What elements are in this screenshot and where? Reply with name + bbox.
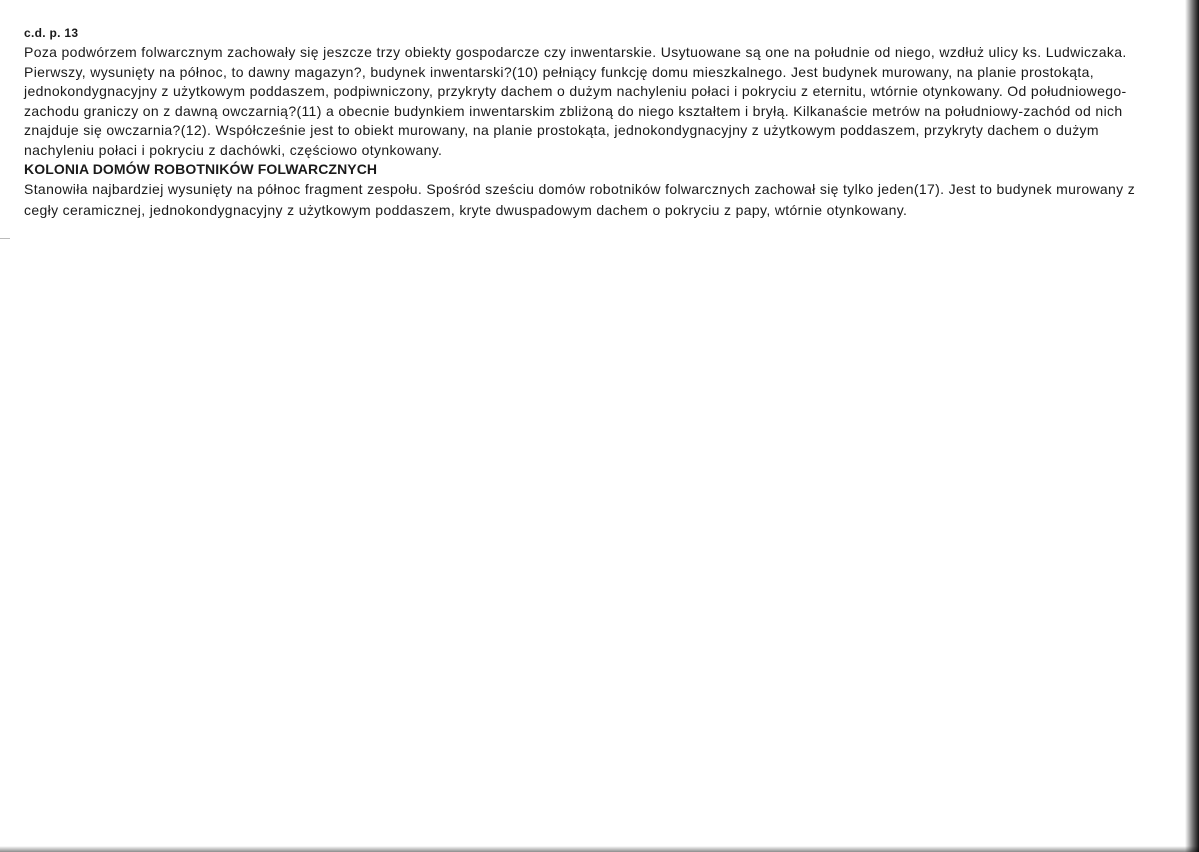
paragraph-workers-colony: Stanowiła najbardziej wysunięty na północ fragment zespołu. Spośród sześciu domów robotników folwarcznych zachował się tylko jeden(17). Jest to budynek murowany z cegły ceramicznej, jednokondygnacyjny z użytkowym poddaszem, kryte dwuspadowym dachem o pokryciu z papy, wtórnie otynkowany.	[24, 181, 1136, 218]
scan-edge-shadow-right	[1185, 0, 1199, 852]
paragraph-farm-buildings: Poza podwórzem folwarcznym zachowały się jeszcze trzy obiekty gospodarcze czy inwentarskie. Usytuowane są one na południe od niego, wzdłuż ulicy ks. Ludwiczaka. Pierwszy, wysunięty na północ, to dawny magazyn?, budynek inwentarski?(10) pełniący funkcję domu mieszkalnego. Jest budynek murowany, na planie prostokąta, jednokondygnacyjny z użytkowym poddaszem, podpiwniczony, przykryty dachem o dużym nachyleniu połaci i pokryciu z eternitu, wtórnie otynkowany. Od południowego-zachodu graniczy on z dawną owczarnią?(11) a obecnie budynkiem inwentarskim zbliżoną do niego kształtem i bryłą. Kilkanaście metrów na południowy-zachód od nich znajduje się owczarnia?(12). Współcześnie jest to obiekt murowany, na planie prostokąta, jednokondygnacyjny z użytkowym poddaszem, przykryty dachem o dużym nachyleniu połaci i pokryciu z dachówki, częściowo otynkowany.	[24, 44, 1127, 158]
page-reference: c.d. p. 13	[24, 26, 79, 40]
document-body	[24, 25, 1164, 221]
section-heading: KOLONIA DOMÓW ROBOTNIKÓW FOLWARCZNYCH	[24, 161, 378, 177]
scan-edge-shadow-bottom	[0, 846, 1199, 852]
scan-artifact-mark	[0, 238, 10, 239]
